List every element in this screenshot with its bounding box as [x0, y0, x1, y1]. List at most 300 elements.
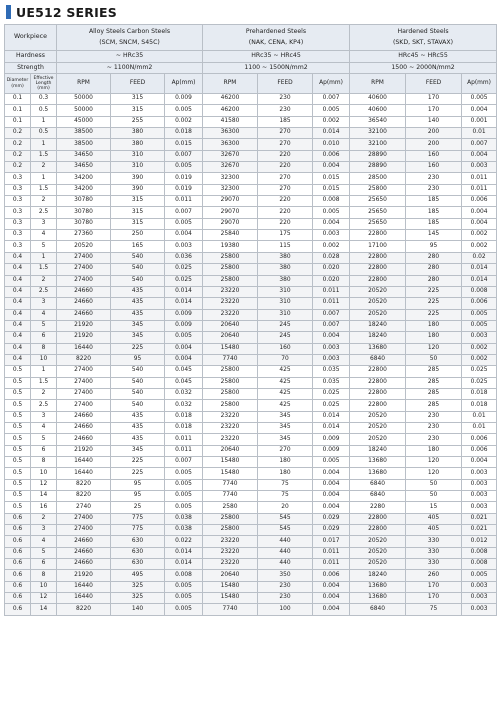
ap-cell: 0.028 [313, 252, 350, 263]
rpm-cell: 27400 [57, 513, 111, 524]
diameter-cell: 0.3 [5, 218, 31, 229]
ap-cell: 0.005 [165, 105, 203, 116]
table-row [5, 388, 497, 399]
diameter-cell: 0.6 [5, 536, 31, 547]
ap-cell: 0.025 [313, 388, 350, 399]
rpm-cell: 20640 [203, 332, 258, 343]
feed-cell: 540 [111, 388, 165, 399]
feed-cell: 185 [406, 218, 462, 229]
rpm-cell: 27400 [57, 366, 111, 377]
ap-cell: 0.005 [165, 332, 203, 343]
rpm-cell: 25800 [203, 400, 258, 411]
length-cell: 12 [31, 593, 57, 604]
feed-cell: 185 [258, 116, 313, 127]
feed-cell: 180 [406, 445, 462, 456]
ap-cell: 0.004 [462, 207, 497, 218]
ap-cell: 0.021 [462, 513, 497, 524]
length-cell: 1.5 [31, 150, 57, 161]
feed-cell: 165 [111, 241, 165, 252]
feed-cell: 310 [111, 150, 165, 161]
rpm-cell: 25800 [203, 388, 258, 399]
rpm-cell: 16440 [57, 593, 111, 604]
ap-cell: 0.015 [313, 184, 350, 195]
rpm-cell: 38500 [57, 128, 111, 139]
feed-cell: 630 [111, 536, 165, 547]
feed-cell: 630 [111, 559, 165, 570]
ap-cell: 0.021 [462, 525, 497, 536]
rpm-cell: 7740 [203, 604, 258, 615]
table-row [5, 400, 497, 411]
rpm-cell: 20520 [350, 286, 406, 297]
feed-cell: 435 [111, 422, 165, 433]
table-row [5, 570, 497, 581]
ap-cell: 0.018 [165, 411, 203, 422]
diameter-cell: 0.5 [5, 377, 31, 388]
rpm-cell: 20520 [350, 298, 406, 309]
rpm-cell: 16440 [57, 457, 111, 468]
group-name: Alloy Steels Carbon Steels [88, 28, 171, 36]
diameter-cell: 0.2 [5, 150, 31, 161]
feed-cell: 540 [111, 366, 165, 377]
length-cell: 8 [31, 570, 57, 581]
feed-cell: 540 [111, 252, 165, 263]
rpm-cell: 23220 [203, 434, 258, 445]
feed-cell: 180 [258, 468, 313, 479]
ap-cell: 0.005 [313, 457, 350, 468]
feed-cell: 220 [258, 196, 313, 207]
table-row [5, 525, 497, 536]
header-row-strength [5, 62, 497, 74]
feed-cell: 75 [258, 491, 313, 502]
rpm-cell: 28890 [350, 162, 406, 173]
rpm-cell: 23220 [203, 298, 258, 309]
table-row [5, 275, 497, 286]
feed-cell: 380 [258, 275, 313, 286]
table-row [5, 513, 497, 524]
diameter-cell: 0.4 [5, 343, 31, 354]
rpm-cell: 21920 [57, 445, 111, 456]
feed-cell: 345 [258, 434, 313, 445]
ap-cell: 0.007 [165, 207, 203, 218]
feed-cell: 435 [111, 309, 165, 320]
rpm-cell: 18240 [350, 445, 406, 456]
ap-cell: 0.008 [462, 559, 497, 570]
ap-cell: 0.005 [165, 604, 203, 615]
ap-cell: 0.001 [462, 116, 497, 127]
length-cell: 3 [31, 298, 57, 309]
feed-cell: 160 [258, 343, 313, 354]
feed-cell: 115 [258, 241, 313, 252]
ap-cell: 0.004 [313, 332, 350, 343]
rpm-cell: 8220 [57, 354, 111, 365]
ap-cell: 0.003 [462, 162, 497, 173]
rpm-cell: 6840 [350, 354, 406, 365]
table-row [5, 434, 497, 445]
rpm-cell: 32100 [350, 139, 406, 150]
feed-cell: 230 [258, 94, 313, 105]
feed-cell: 50 [406, 354, 462, 365]
rpm-cell: 8220 [57, 491, 111, 502]
feed-cell: 230 [406, 173, 462, 184]
ap-cell: 0.025 [165, 275, 203, 286]
feed-cell: 170 [406, 581, 462, 592]
feed-cell: 405 [406, 513, 462, 524]
ap-cell: 0.007 [462, 139, 497, 150]
length-cell: 8 [31, 457, 57, 468]
ap-cell: 0.01 [462, 411, 497, 422]
feed-cell: 495 [111, 570, 165, 581]
ap-cell: 0.004 [165, 343, 203, 354]
diameter-cell: 0.2 [5, 162, 31, 173]
length-cell: 1 [31, 173, 57, 184]
ap-cell: 0.005 [165, 502, 203, 513]
length-cell: 10 [31, 468, 57, 479]
feed-cell: 230 [406, 422, 462, 433]
diameter-cell: 0.3 [5, 207, 31, 218]
rpm-cell: 22800 [350, 275, 406, 286]
diameter-cell: 0.6 [5, 559, 31, 570]
feed-cell: 280 [406, 252, 462, 263]
rpm-cell: 20520 [350, 547, 406, 558]
table-row [5, 230, 497, 241]
rpm-cell: 30780 [57, 196, 111, 207]
ap-cell: 0.011 [313, 547, 350, 558]
col-rpm: RPM [350, 74, 406, 94]
workpiece-label: Workpiece [5, 25, 57, 51]
length-cell: 14 [31, 604, 57, 615]
diameter-cell: 0.1 [5, 105, 31, 116]
feed-cell: 225 [406, 298, 462, 309]
ap-cell: 0.009 [165, 309, 203, 320]
diameter-cell: 0.5 [5, 457, 31, 468]
ap-cell: 0.004 [313, 604, 350, 615]
rpm-cell: 25800 [203, 275, 258, 286]
rpm-cell: 25800 [203, 513, 258, 524]
rpm-cell: 6840 [350, 491, 406, 502]
group-header-prehardened [203, 25, 350, 51]
rpm-cell: 27360 [57, 230, 111, 241]
feed-cell: 220 [258, 150, 313, 161]
ap-cell: 0.022 [165, 536, 203, 547]
rpm-cell: 20520 [350, 309, 406, 320]
table-row [5, 354, 497, 365]
feed-cell: 425 [258, 388, 313, 399]
ap-cell: 0.014 [165, 559, 203, 570]
rpm-cell: 34650 [57, 162, 111, 173]
strength-prehardened: 1100 ~ 1500N/mm2 [203, 62, 350, 74]
ap-cell: 0.003 [462, 502, 497, 513]
feed-cell: 230 [258, 105, 313, 116]
rpm-cell: 2580 [203, 502, 258, 513]
table-row [5, 286, 497, 297]
col-rpm: RPM [57, 74, 111, 94]
feed-cell: 345 [111, 445, 165, 456]
rpm-cell: 25650 [350, 196, 406, 207]
rpm-cell: 32300 [203, 173, 258, 184]
ap-cell: 0.005 [462, 94, 497, 105]
diameter-cell: 0.5 [5, 491, 31, 502]
ap-cell: 0.014 [462, 264, 497, 275]
ap-cell: 0.025 [313, 400, 350, 411]
feed-cell: 425 [258, 400, 313, 411]
col-diameter: Diameter (mm) [5, 74, 31, 94]
length-cell: 8 [31, 343, 57, 354]
diameter-cell: 0.5 [5, 422, 31, 433]
rpm-cell: 22800 [350, 513, 406, 524]
feed-cell: 100 [258, 604, 313, 615]
table-row [5, 332, 497, 343]
feed-cell: 25 [111, 502, 165, 513]
rpm-cell: 7740 [203, 479, 258, 490]
diameter-cell: 0.3 [5, 241, 31, 252]
ap-cell: 0.004 [313, 581, 350, 592]
feed-cell: 230 [406, 434, 462, 445]
ap-cell: 0.002 [313, 116, 350, 127]
rpm-cell: 40600 [350, 94, 406, 105]
length-cell: 2 [31, 388, 57, 399]
ap-cell: 0.009 [313, 434, 350, 445]
length-cell: 1.5 [31, 264, 57, 275]
feed-cell: 180 [406, 332, 462, 343]
ap-cell: 0.002 [462, 241, 497, 252]
feed-cell: 225 [406, 286, 462, 297]
ap-cell: 0.019 [165, 173, 203, 184]
feed-cell: 120 [406, 457, 462, 468]
feed-cell: 255 [111, 116, 165, 127]
ap-cell: 0.007 [313, 309, 350, 320]
diameter-cell: 0.4 [5, 286, 31, 297]
feed-cell: 285 [406, 377, 462, 388]
rpm-cell: 2740 [57, 502, 111, 513]
rpm-cell: 23220 [203, 536, 258, 547]
feed-cell: 315 [111, 218, 165, 229]
ap-cell: 0.003 [462, 593, 497, 604]
rpm-cell: 15480 [203, 468, 258, 479]
rpm-cell: 25800 [203, 377, 258, 388]
length-cell: 1 [31, 139, 57, 150]
rpm-cell: 27400 [57, 388, 111, 399]
diameter-cell: 0.4 [5, 252, 31, 263]
rpm-cell: 27400 [57, 377, 111, 388]
ap-cell: 0.004 [313, 491, 350, 502]
feed-cell: 380 [258, 264, 313, 275]
ap-cell: 0.005 [165, 218, 203, 229]
feed-cell: 245 [258, 320, 313, 331]
rpm-cell: 19380 [203, 241, 258, 252]
rpm-cell: 23220 [203, 286, 258, 297]
rpm-cell: 23220 [203, 547, 258, 558]
ap-cell: 0.003 [462, 581, 497, 592]
page-title [6, 3, 117, 21]
feed-cell: 345 [111, 320, 165, 331]
rpm-cell: 20640 [203, 320, 258, 331]
ap-cell: 0.004 [462, 150, 497, 161]
rpm-cell: 20640 [203, 445, 258, 456]
feed-cell: 540 [111, 275, 165, 286]
rpm-cell: 36300 [203, 128, 258, 139]
ap-cell: 0.029 [313, 525, 350, 536]
strength-hardened: 1500 ~ 2000N/mm2 [350, 62, 497, 74]
rpm-cell: 27400 [57, 275, 111, 286]
feed-cell: 435 [111, 411, 165, 422]
ap-cell: 0.005 [462, 570, 497, 581]
feed-cell: 310 [258, 286, 313, 297]
feed-cell: 540 [111, 377, 165, 388]
table-row [5, 320, 497, 331]
rpm-cell: 41580 [203, 116, 258, 127]
diameter-cell: 0.4 [5, 332, 31, 343]
ap-cell: 0.006 [462, 298, 497, 309]
group-name: Hardened Steels [397, 28, 449, 36]
feed-cell: 270 [258, 173, 313, 184]
feed-cell: 630 [111, 547, 165, 558]
rpm-cell: 24660 [57, 559, 111, 570]
length-cell: 2 [31, 196, 57, 207]
diameter-cell: 0.6 [5, 513, 31, 524]
ap-cell: 0.005 [165, 491, 203, 502]
table-row [5, 547, 497, 558]
feed-cell: 345 [111, 332, 165, 343]
diameter-cell: 0.4 [5, 275, 31, 286]
feed-cell: 350 [258, 570, 313, 581]
group-header-alloy [57, 25, 203, 51]
ap-cell: 0.032 [165, 400, 203, 411]
feed-cell: 270 [258, 184, 313, 195]
cutting-conditions-table [4, 24, 497, 616]
feed-cell: 325 [111, 593, 165, 604]
diameter-cell: 0.3 [5, 184, 31, 195]
ap-cell: 0.004 [313, 468, 350, 479]
strength-label: Strength [5, 62, 57, 74]
diameter-cell: 0.4 [5, 298, 31, 309]
col-ap: Ap(mm) [165, 74, 203, 94]
group-header-hardened [350, 25, 497, 51]
feed-cell: 180 [406, 320, 462, 331]
feed-cell: 225 [111, 468, 165, 479]
length-cell: 10 [31, 354, 57, 365]
ap-cell: 0.009 [313, 445, 350, 456]
ap-cell: 0.003 [462, 491, 497, 502]
table-row [5, 241, 497, 252]
rpm-cell: 2280 [350, 502, 406, 513]
rpm-cell: 13680 [350, 468, 406, 479]
ap-cell: 0.003 [313, 354, 350, 365]
table-row [5, 139, 497, 150]
ap-cell: 0.005 [313, 105, 350, 116]
ap-cell: 0.014 [313, 411, 350, 422]
ap-cell: 0.014 [165, 298, 203, 309]
ap-cell: 0.003 [462, 479, 497, 490]
ap-cell: 0.020 [313, 275, 350, 286]
table-row [5, 264, 497, 275]
ap-cell: 0.002 [462, 354, 497, 365]
col-feed: FEED [258, 74, 313, 94]
rpm-cell: 50000 [57, 105, 111, 116]
feed-cell: 160 [406, 150, 462, 161]
diameter-cell: 0.4 [5, 354, 31, 365]
feed-cell: 345 [258, 422, 313, 433]
length-cell: 4 [31, 536, 57, 547]
rpm-cell: 24660 [57, 547, 111, 558]
feed-cell: 50 [406, 479, 462, 490]
ap-cell: 0.018 [462, 388, 497, 399]
rpm-cell: 27400 [57, 252, 111, 263]
length-cell: 0.5 [31, 105, 57, 116]
ap-cell: 0.014 [313, 128, 350, 139]
feed-cell: 170 [406, 94, 462, 105]
ap-cell: 0.005 [462, 309, 497, 320]
ap-cell: 0.009 [165, 94, 203, 105]
feed-cell: 140 [406, 116, 462, 127]
feed-cell: 220 [258, 207, 313, 218]
feed-cell: 380 [258, 252, 313, 263]
rpm-cell: 38500 [57, 139, 111, 150]
ap-cell: 0.005 [462, 320, 497, 331]
feed-cell: 145 [406, 230, 462, 241]
length-cell: 4 [31, 230, 57, 241]
rpm-cell: 20640 [203, 570, 258, 581]
length-cell: 3 [31, 218, 57, 229]
feed-cell: 95 [111, 479, 165, 490]
ap-cell: 0.004 [165, 354, 203, 365]
hardness-hardened: HRc45 ~ HRc55 [350, 51, 497, 63]
ap-cell: 0.005 [313, 207, 350, 218]
ap-cell: 0.020 [313, 264, 350, 275]
ap-cell: 0.003 [462, 604, 497, 615]
length-cell: 1 [31, 366, 57, 377]
feed-cell: 270 [258, 128, 313, 139]
feed-cell: 425 [258, 366, 313, 377]
rpm-cell: 25800 [203, 252, 258, 263]
rpm-cell: 21920 [57, 570, 111, 581]
rpm-cell: 29070 [203, 207, 258, 218]
table-row [5, 502, 497, 513]
col-rpm: RPM [203, 74, 258, 94]
col-ap: Ap(mm) [462, 74, 497, 94]
feed-cell: 185 [406, 196, 462, 207]
diameter-cell: 0.6 [5, 581, 31, 592]
diameter-cell: 0.4 [5, 264, 31, 275]
rpm-cell: 8220 [57, 604, 111, 615]
ap-cell: 0.017 [313, 536, 350, 547]
ap-cell: 0.011 [165, 445, 203, 456]
ap-cell: 0.002 [165, 116, 203, 127]
feed-cell: 120 [406, 468, 462, 479]
ap-cell: 0.011 [313, 559, 350, 570]
length-cell: 6 [31, 559, 57, 570]
rpm-cell: 22800 [350, 264, 406, 275]
feed-cell: 390 [111, 173, 165, 184]
length-cell: 4 [31, 309, 57, 320]
table-row [5, 252, 497, 263]
diameter-cell: 0.4 [5, 309, 31, 320]
ap-cell: 0.004 [313, 502, 350, 513]
length-cell: 3 [31, 411, 57, 422]
rpm-cell: 32670 [203, 150, 258, 161]
rpm-cell: 24660 [57, 298, 111, 309]
ap-cell: 0.010 [313, 139, 350, 150]
rpm-cell: 34650 [57, 150, 111, 161]
ap-cell: 0.029 [313, 513, 350, 524]
diameter-cell: 0.2 [5, 139, 31, 150]
rpm-cell: 18240 [350, 332, 406, 343]
rpm-cell: 18240 [350, 320, 406, 331]
table-row [5, 559, 497, 570]
rpm-cell: 36540 [350, 116, 406, 127]
length-cell: 2.5 [31, 286, 57, 297]
table-row [5, 128, 497, 139]
table-row [5, 377, 497, 388]
